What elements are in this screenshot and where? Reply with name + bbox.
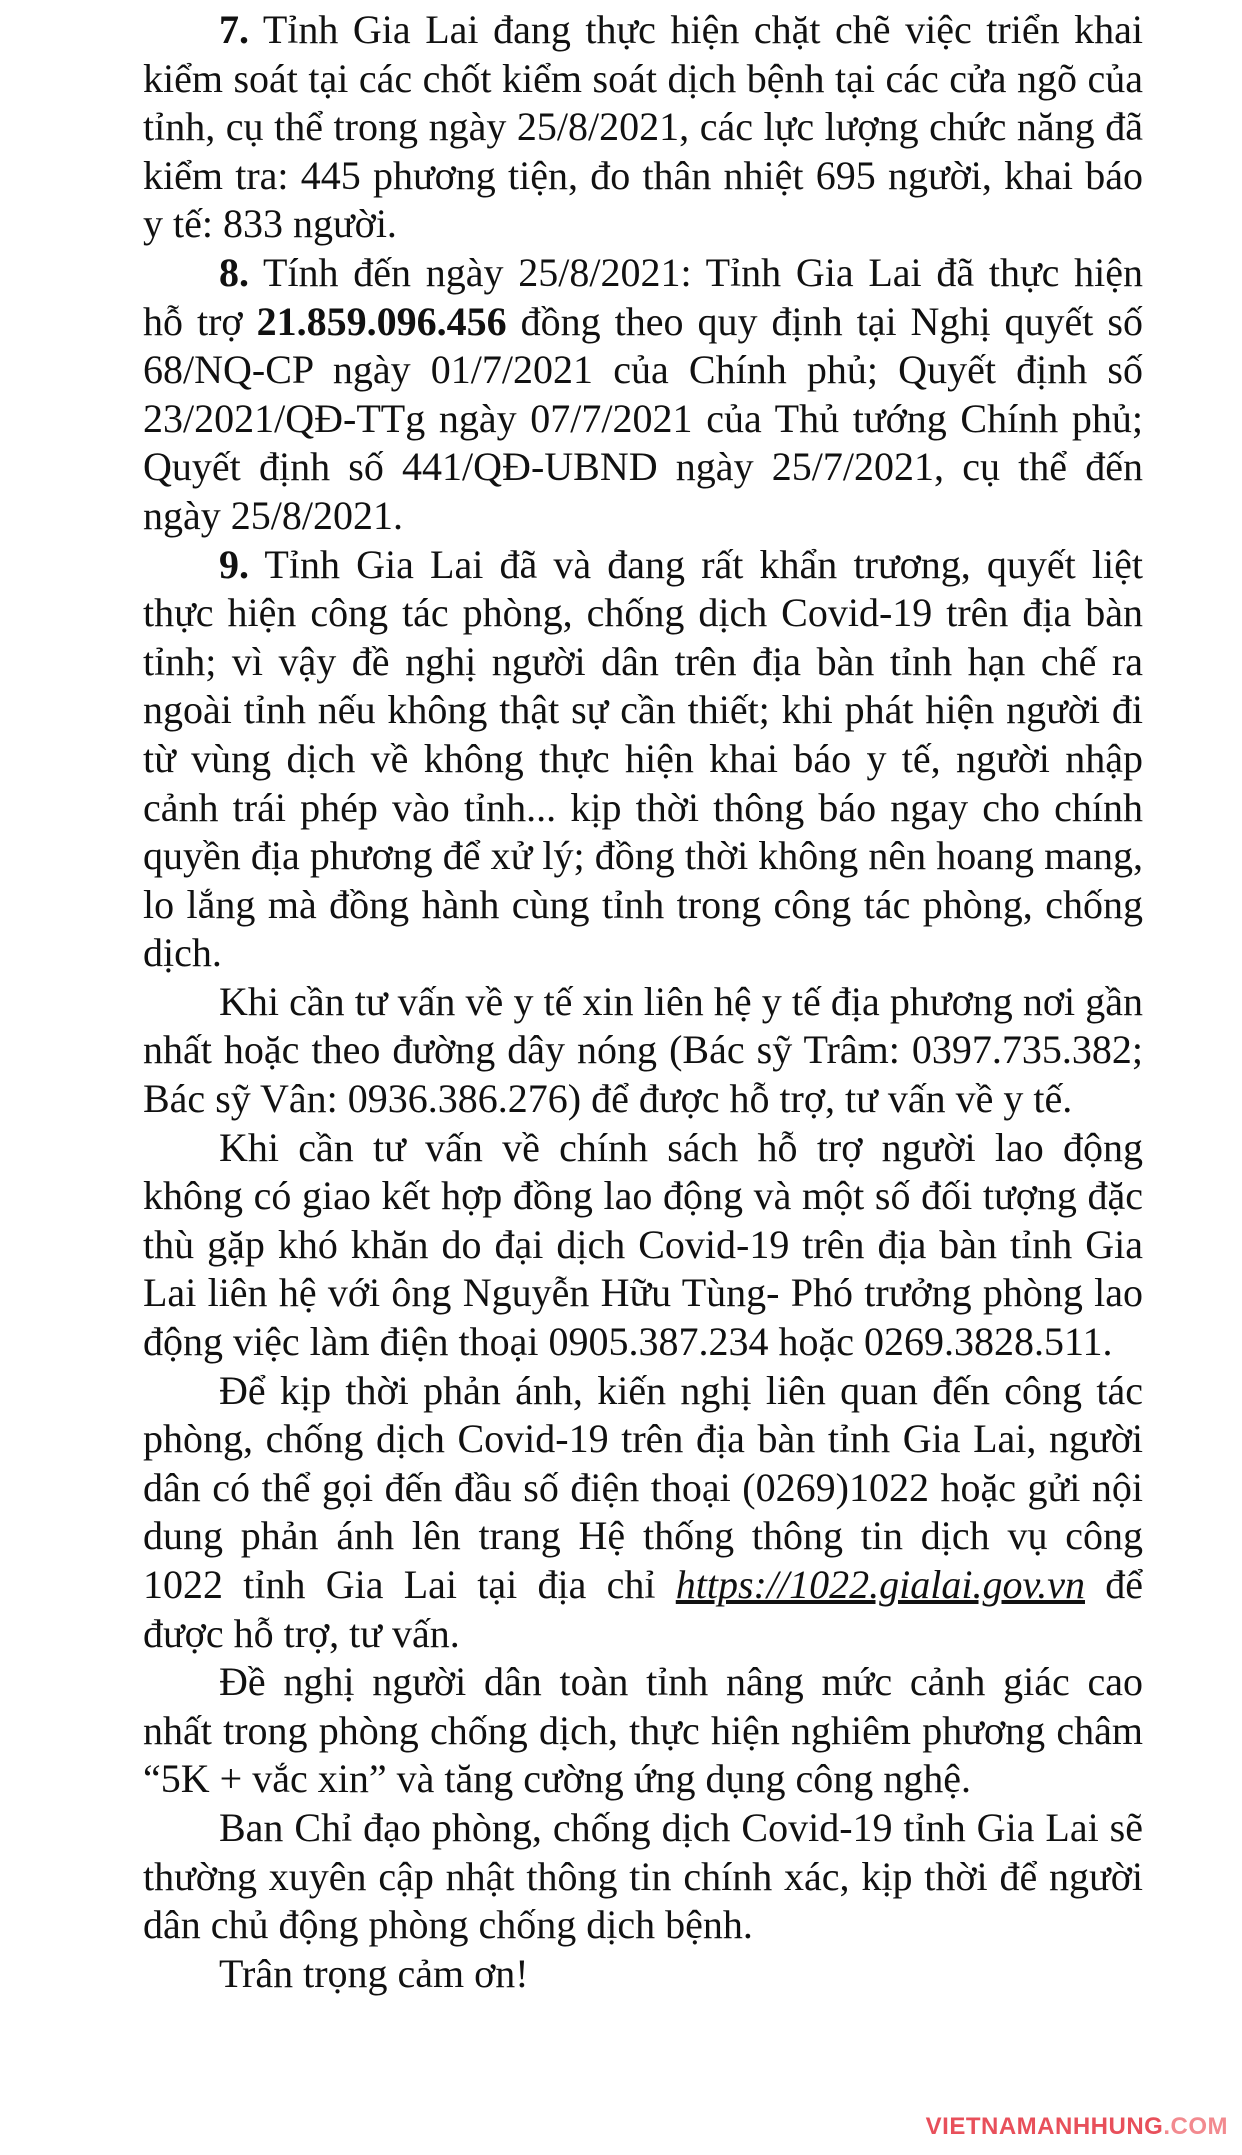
paragraph-item-7 [143,6,1143,249]
paragraph-text: để được hỗ trợ, tư vấn. [143,1562,1143,1656]
paragraph-closing: Trân trọng cảm ơn! [219,1950,529,1996]
paragraph-labor-policy: Khi cần tư vấn về chính sách hỗ trợ người lao động không có giao kết hợp đồng lao động và một số đối tượng đặc thù gặp khó khăn do đại dịch Covid-19 trên địa bàn tỉnh Gia Lai liên hệ với ông Nguyễn Hữu Tùng- Phó trưởng phòng lao động việc làm điện thoại 0905.387.234 hoặc 0269.3828.511. [143,1124,1143,1365]
paragraph-text: Để kịp thời phản ánh, kiến nghị liên quan đến công tác phòng, chống dịch Covid-19 trên địa bàn tỉnh Gia Lai, người dân có thể gọi đến đầu số điện thoại (0269)1022 hoặc gửi nội dung phản ánh lên trang Hệ thống thông tin dịch vụ công 1022 tỉnh Gia Lai tại địa chỉ [143,1367,1143,1607]
paragraph-item-8 [143,249,1143,541]
support-amount: 21.859.096.456 [256,298,507,344]
item-number: 9. [219,541,249,587]
paragraph-text: Tính đến ngày 25/8/2021: Tỉnh Gia Lai đã thực hiện hỗ trợ [143,249,1143,344]
watermark-brand: VIETNAMANHHUNG [925,2113,1164,2140]
watermark-domain: .COM [1163,2113,1228,2140]
item-number: 7. [219,7,249,52]
portal-link[interactable]: https://1022.gialai.gov.vn [675,1562,1085,1607]
paragraph-vigilance: Đề nghị người dân toàn tỉnh nâng mức cảnh giác cao nhất trong phòng chống dịch, thực hiện nghiêm phương châm “5K + vắc xin” và tăng cường ứng dụng công nghệ. [143,1659,1143,1802]
paragraph-text: đồng theo quy định tại Nghị quyết số 68/NQ-CP ngày 01/7/2021 của Chính phủ; Quyết định số 23/2021/QĐ-TTg ngày 07/7/2021 của Thủ tướng Chính phủ; Quyết định số 441/QĐ-UBND ngày 25/7/2021, cụ thể đến ngày 25/8/2021. [143,298,1143,538]
paragraph-feedback [143,1367,1143,1659]
item-number: 8. [219,249,249,295]
paragraph-text: Tỉnh Gia Lai đang thực hiện chặt chẽ việc triển khai kiểm soát tại các chốt kiểm soát dịch bệnh tại các cửa ngõ của tỉnh, cụ thể trong ngày 25/8/2021, các lực lượng chức năng đã kiểm tra: 445 phương tiện, đo thân nhiệt 695 người, khai báo y tế: 833 người. [143,7,1143,247]
document-body [143,6,1143,1998]
site-watermark [926,2113,1228,2141]
paragraph-text: Tỉnh Gia Lai đã và đang rất khẩn trương, quyết liệt thực hiện công tác phòng, chống dịch Covid-19 trên địa bàn tỉnh; vì vậy đề nghị người dân trên địa bàn tỉnh hạn chế ra ngoài tỉnh nếu không thật sự cần thiết; khi phát hiện người đi từ vùng dịch về không thực hiện khai báo y tế, người nhập cảnh trái phép vào tỉnh... kịp thời thông báo ngay cho chính quyền địa phương để xử lý; đồng thời không nên hoang mang, lo lắng mà đồng hành cùng tỉnh trong công tác phòng, chống dịch. [143,541,1143,976]
paragraph-medical-hotline: Khi cần tư vấn về y tế xin liên hệ y tế địa phương nơi gần nhất hoặc theo đường dây nóng (Bác sỹ Trâm: 0397.735.382; Bác sỹ Vân: 0936.386.276) để được hỗ trợ, tư vấn về y tế. [143,978,1143,1122]
paragraph-committee: Ban Chỉ đạo phòng, chống dịch Covid-19 tỉnh Gia Lai sẽ thường xuyên cập nhật thông tin chính xác, kịp thời để người dân chủ động phòng chống dịch bệnh. [143,1804,1143,1948]
paragraph-item-9 [143,541,1143,978]
